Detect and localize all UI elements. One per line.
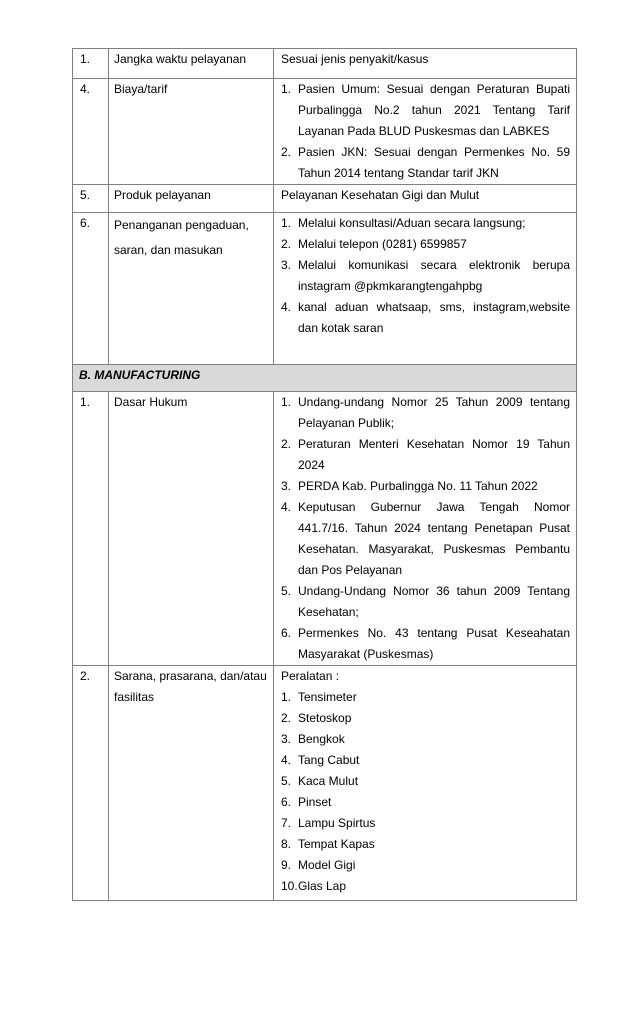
row-content [274, 666, 577, 901]
row-number: 1. [73, 49, 109, 79]
list-item-number: 4. [281, 753, 292, 767]
table-row [73, 666, 577, 901]
table-row [73, 392, 577, 666]
list-item [281, 623, 570, 665]
row-content: Sesuai jenis penyakit/kasus [274, 49, 577, 79]
table-row [73, 79, 577, 185]
list-item-number: 7. [281, 816, 292, 830]
list-item-number: 1. [281, 395, 292, 409]
list-item-text: Pasien Umum: Sesuai dengan Peraturan Bupati Purbalingga No.2 tahun 2021 Tentang Tarif Layanan Pada BLUD Puskesmas dan LABKES [298, 82, 570, 138]
list-item-text: Model Gigi [298, 858, 356, 872]
list-item [281, 213, 570, 234]
list-item-number: 5. [281, 584, 292, 598]
list-item-text: Permenkes No. 43 tentang Pusat Keseahatan Masyarakat (Puskesmas) [298, 626, 570, 661]
list-item-text: Tempat Kapas [298, 837, 375, 851]
list-item [281, 434, 570, 476]
tariff-list [281, 79, 570, 184]
list-item-text: Tensimeter [298, 690, 357, 704]
row-label: Jangka waktu pelayanan [109, 49, 274, 79]
list-item [281, 813, 570, 834]
list-item-text: Keputusan Gubernur Jawa Tengah Nomor 441.7/16. Tahun 2024 tentang Penetapan Pusat Kesehatan. Masyarakat, Puskesmas Pembantu dan Pos Pelayanan [298, 500, 570, 577]
list-item [281, 729, 570, 750]
list-item-text: Glas Lap [298, 879, 347, 893]
list-item-number: 2. [281, 437, 292, 451]
legal-basis-list [281, 392, 570, 665]
section-title: B. MANUFACTURING [73, 365, 577, 392]
list-item-text: Bengkok [298, 732, 345, 746]
list-item-number: 2. [281, 711, 292, 725]
equipment-list [281, 687, 570, 897]
section-header-row [73, 365, 577, 392]
list-item-number: 8. [281, 837, 292, 851]
list-item [281, 255, 570, 297]
service-standard-table [72, 48, 577, 901]
list-item-number: 2. [281, 145, 292, 159]
row-content [274, 213, 577, 365]
row-content [274, 79, 577, 185]
list-item-text: Pasien JKN: Sesuai dengan Permenkes No. 59 Tahun 2014 tentang Standar tarif JKN [298, 145, 570, 180]
list-item-number: 3. [281, 732, 292, 746]
list-item [281, 476, 570, 497]
list-item-number: 3. [281, 479, 292, 493]
row-number: 6. [73, 213, 109, 365]
equipment-heading: Peralatan : [281, 669, 340, 683]
list-item [281, 142, 570, 184]
list-item-number: 1. [281, 82, 292, 96]
list-item [281, 497, 570, 581]
list-item-number: 3. [281, 258, 292, 272]
list-item-number: 1. [281, 690, 292, 704]
list-item-number: 6. [281, 795, 292, 809]
row-content: Pelayanan Kesehatan Gigi dan Mulut [274, 185, 577, 213]
row-label: Penanganan pengaduan, saran, dan masukan [109, 213, 274, 365]
list-item-text: kanal aduan whatsaap, sms, instagram,website dan kotak saran [298, 300, 570, 335]
list-item-text: Peraturan Menteri Kesehatan Nomor 19 Tahun 2024 [298, 437, 570, 472]
table-row [73, 213, 577, 365]
row-number: 5. [73, 185, 109, 213]
table-row [73, 49, 577, 79]
list-item-number: 9. [281, 858, 292, 872]
list-item [281, 581, 570, 623]
list-item-number: 2. [281, 237, 292, 251]
list-item-text: Melalui konsultasi/Aduan secara langsung; [298, 216, 526, 230]
list-item [281, 392, 570, 434]
row-content [274, 392, 577, 666]
list-item [281, 876, 570, 897]
list-item-number: 6. [281, 626, 292, 640]
list-item-number: 5. [281, 774, 292, 788]
row-number: 1. [73, 392, 109, 666]
list-item [281, 708, 570, 729]
row-number: 4. [73, 79, 109, 185]
table-row [73, 185, 577, 213]
list-item-text: Melalui telepon (0281) 6599857 [298, 237, 467, 251]
list-item-text: Undang-undang Nomor 25 Tahun 2009 tentang Pelayanan Publik; [298, 395, 570, 430]
list-item-number: 4. [281, 300, 292, 314]
list-item-text: Melalui komunikasi secara elektronik berupa instagram @pkmkarangtengahpbg [298, 258, 570, 293]
list-item-text: Kaca Mulut [298, 774, 359, 788]
list-item [281, 750, 570, 771]
list-item-text: PERDA Kab. Purbalingga No. 11 Tahun 2022 [298, 479, 538, 493]
list-item [281, 792, 570, 813]
row-label: Biaya/tarif [109, 79, 274, 185]
list-item-text: Pinset [298, 795, 332, 809]
list-item-text: Undang-Undang Nomor 36 tahun 2009 Tentang Kesehatan; [298, 584, 570, 619]
list-item [281, 855, 570, 876]
list-item [281, 234, 570, 255]
list-item [281, 834, 570, 855]
list-item [281, 297, 570, 339]
list-item [281, 771, 570, 792]
list-item-number: 4. [281, 500, 292, 514]
list-item [281, 79, 570, 142]
list-item-number: 10. [281, 879, 298, 893]
list-item-text: Lampu Spirtus [298, 816, 376, 830]
row-label: Sarana, prasarana, dan/atau fasilitas [109, 666, 274, 901]
list-item-number: 1. [281, 216, 292, 230]
list-item-text: Stetoskop [298, 711, 352, 725]
list-item-text: Tang Cabut [298, 753, 360, 767]
row-number: 2. [73, 666, 109, 901]
complaint-list [281, 213, 570, 339]
row-label: Dasar Hukum [109, 392, 274, 666]
list-item [281, 687, 570, 708]
row-label: Produk pelayanan [109, 185, 274, 213]
